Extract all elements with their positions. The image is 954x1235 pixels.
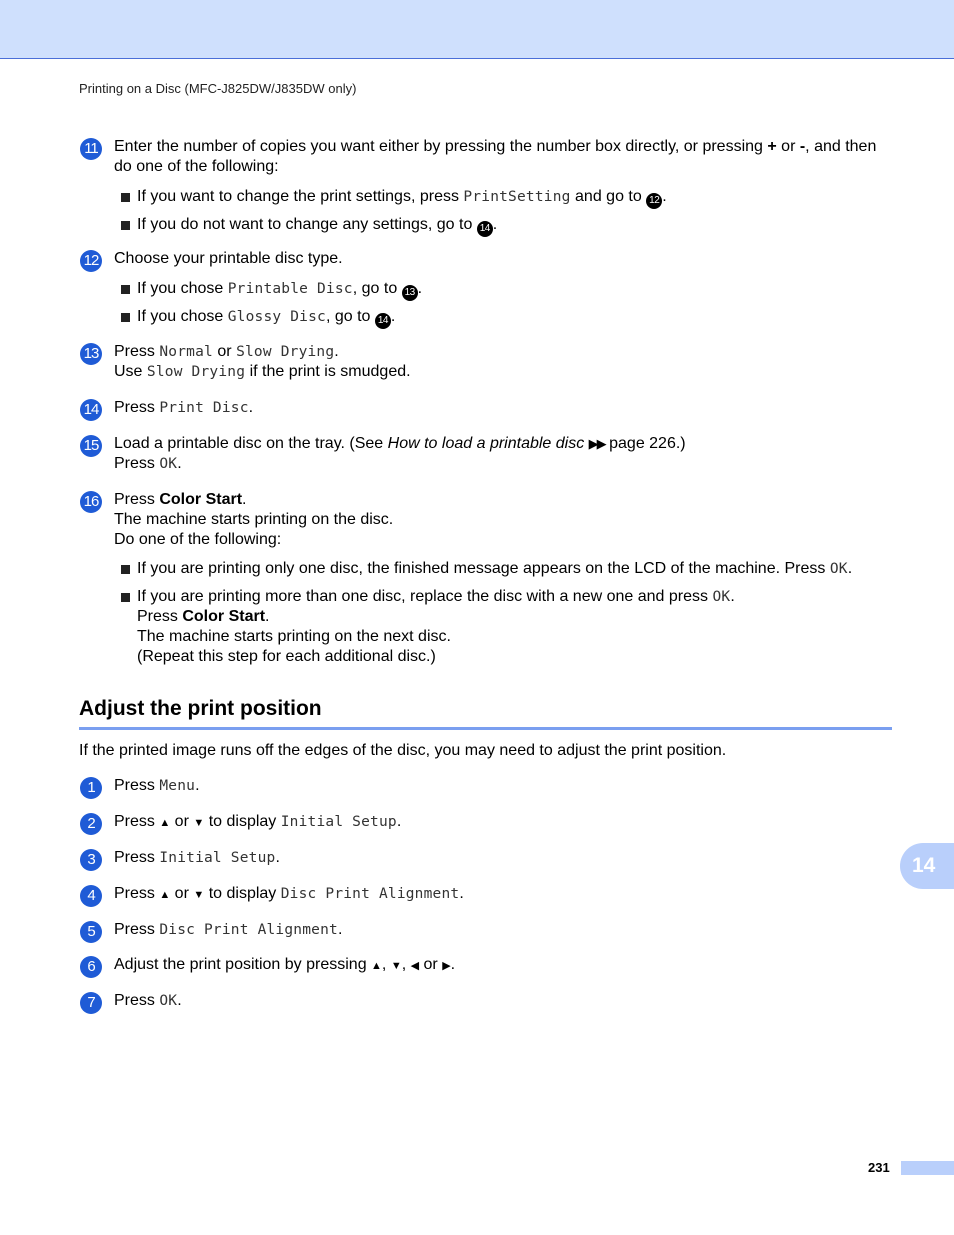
step-text: Press Menu. (114, 777, 200, 794)
step-ref-icon: 13 (402, 285, 418, 301)
double-chevron-icon: ▶▶ (588, 436, 605, 451)
cross-reference-link[interactable]: How to load a printable disc (387, 435, 585, 452)
step-12 (80, 249, 892, 269)
step-number: 16 (80, 491, 102, 513)
heading-rule (79, 727, 892, 730)
up-arrow-icon: ▲ (371, 960, 382, 972)
running-header: Printing on a Disc (MFC-J825DW/J835DW only) (79, 81, 357, 96)
step-11 (80, 137, 892, 177)
step-text: Choose your printable disc type. (114, 250, 343, 267)
right-arrow-icon: ▶ (442, 960, 451, 972)
step-2 (80, 812, 892, 833)
bullet-item: If you are printing only one disc, the finished message appears on the LCD of the machine. Press OK. (121, 559, 891, 579)
step-text: Press Color Start. The machine starts printing on the disc. Do one of the following: (114, 491, 394, 548)
intro-paragraph: If the printed image runs off the edges of the disc, you may need to adjust the print position. (79, 742, 727, 759)
step-ref-icon: 12 (646, 193, 662, 209)
step-text: Enter the number of copies you want either by pressing the number box directly, or pressing + or -, and then do one of the following: (114, 138, 877, 175)
left-arrow-icon: ◀ (410, 960, 420, 972)
bullet-square-icon (121, 285, 130, 294)
step-text: Press OK. (114, 992, 182, 1009)
down-arrow-icon: ▼ (390, 960, 402, 972)
step-number: 13 (80, 343, 102, 365)
header-band (0, 0, 954, 59)
step-5 (80, 920, 892, 940)
bullet-item: If you chose Printable Disc, go to 13 . (121, 279, 891, 301)
bullet-item: If you are printing more than one disc, replace the disc with a new one and press OK. Press Color Start. The machine starts printing on the next disc. (Repeat this step for each additional disc.) (121, 587, 891, 667)
step-text: Press Normal or Slow Drying. Use Slow Drying if the print is smudged. (114, 343, 411, 380)
step-text: Press ▲ or ▼ to display Initial Setup. (114, 813, 402, 830)
bullet-item: If you do not want to change any settings, go to 14 . (121, 215, 891, 237)
step-text: Adjust the print position by pressing ▲, ▼, ◀ or ▶. (114, 956, 456, 973)
step-14 (80, 398, 892, 418)
step-text: Press Initial Setup. (114, 849, 280, 866)
step-number: 12 (80, 250, 102, 272)
step-13 (80, 342, 892, 382)
bullet-item: If you chose Glossy Disc, go to 14 . (121, 307, 891, 329)
step-number: 15 (80, 435, 102, 457)
step-number: 4 (80, 885, 102, 907)
step-number: 2 (80, 813, 102, 835)
down-arrow-icon: ▼ (193, 817, 205, 829)
page-number: 231 (868, 1160, 890, 1175)
up-arrow-icon: ▲ (159, 889, 171, 901)
step-text: Press ▲ or ▼ to display Disc Print Alignment. (114, 885, 464, 902)
bullet-square-icon (121, 193, 130, 202)
step-number: 7 (80, 992, 102, 1014)
step-15 (80, 434, 892, 474)
section-heading: Adjust the print position (79, 697, 322, 720)
step-number: 6 (80, 956, 102, 978)
bullet-item: If you want to change the print settings, press PrintSetting and go to 12 . (121, 187, 891, 209)
page-number-bar (901, 1161, 954, 1175)
step-text: Load a printable disc on the tray. (See How to load a printable disc ▶▶ page 226.) Press OK. (114, 435, 686, 472)
step-text: Press Disc Print Alignment. (114, 921, 343, 938)
step-number: 3 (80, 849, 102, 871)
bullet-square-icon (121, 593, 130, 602)
step-number: 5 (80, 921, 102, 943)
chapter-tab: 14 (900, 843, 954, 889)
down-arrow-icon: ▼ (193, 889, 205, 901)
bullet-square-icon (121, 221, 130, 230)
step-3 (80, 848, 892, 868)
step-ref-icon: 14 (477, 221, 493, 237)
step-ref-icon: 14 (375, 313, 391, 329)
step-number: 1 (80, 777, 102, 799)
step-number: 14 (80, 399, 102, 421)
bullet-square-icon (121, 313, 130, 322)
step-6 (80, 955, 892, 976)
step-1 (80, 776, 892, 796)
step-4 (80, 884, 892, 905)
step-number: 11 (80, 138, 102, 160)
bullet-square-icon (121, 565, 130, 574)
up-arrow-icon: ▲ (159, 817, 171, 829)
step-text: Press Print Disc. (114, 399, 254, 416)
step-7 (80, 991, 892, 1011)
step-16 (80, 490, 892, 550)
